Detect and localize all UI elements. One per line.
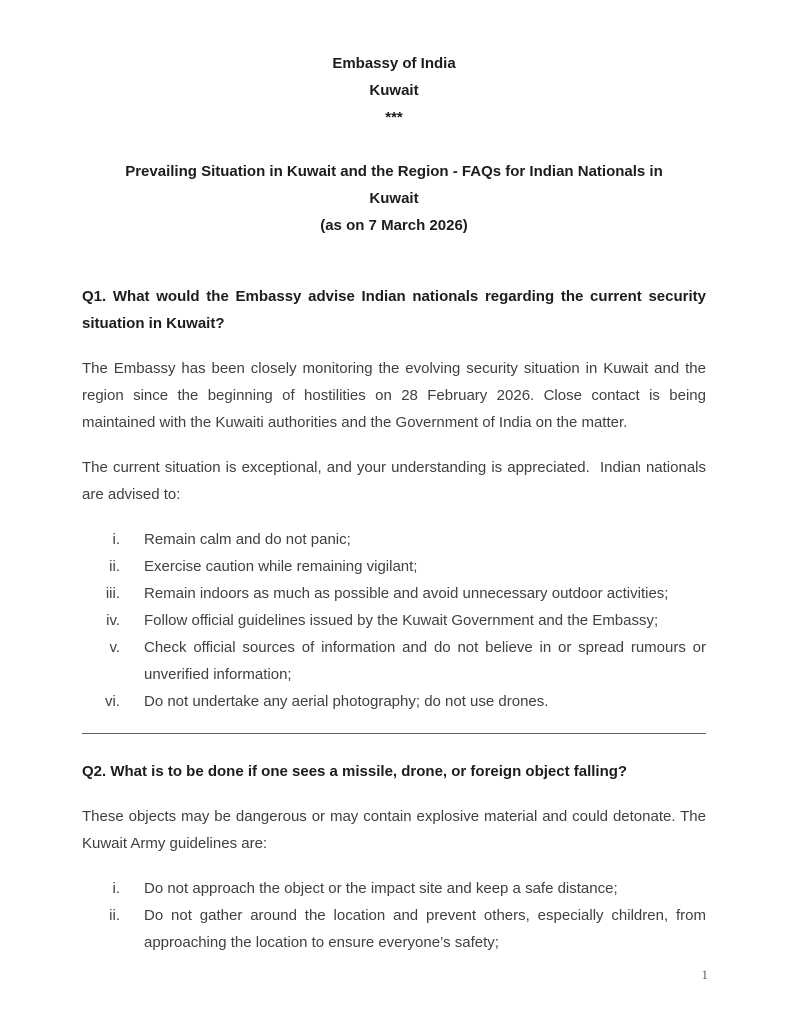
list-item-text: Do not approach the object or the impact site and keep a safe distance;	[144, 880, 618, 897]
paragraph: The Embassy has been closely monitoring the evolving security situation in Kuwait and the region since the beginning of hostilities on 28 February 2026. Close contact is being maintained with the Kuwaiti authorities and the Government of India on the matter.	[82, 360, 706, 431]
list-marker: i.	[112, 531, 120, 548]
header-location: Kuwait	[369, 82, 419, 99]
list-item	[82, 634, 706, 688]
list-marker: v.	[109, 639, 120, 656]
list-marker: iv.	[106, 612, 120, 629]
list-item-text: Follow official guidelines issued by the Kuwait Government and the Embassy;	[144, 612, 659, 629]
page-number: 1	[701, 967, 708, 982]
question-heading-q2: Q2. What is to be done if one sees a missile, drone, or foreign object falling?	[82, 763, 628, 780]
list-item	[82, 875, 706, 902]
document-title	[82, 158, 706, 239]
list-item	[82, 688, 706, 715]
roman-numeral-list	[82, 526, 706, 715]
list-marker: ii.	[109, 907, 120, 924]
list-marker: i.	[112, 880, 120, 897]
faq-section-q1	[82, 283, 706, 715]
list-marker: iii.	[105, 585, 120, 602]
list-item-text: Remain calm and do not panic;	[144, 531, 351, 548]
list-item	[82, 553, 706, 580]
list-item-text: Do not gather around the location and prevent others, especially children, from approaching the location to ensure everyone’s safety;	[144, 907, 706, 951]
paragraph: These objects may be dangerous or may contain explosive material and could detonate. The Kuwait Army guidelines are:	[82, 808, 706, 852]
section-divider	[82, 733, 706, 734]
list-item-text: Do not undertake any aerial photography; do not use drones.	[144, 693, 549, 710]
list-item-text: Exercise caution while remaining vigilant;	[144, 558, 418, 575]
title-date-line: (as on 7 March 2026)	[320, 217, 468, 234]
header-separator: ***	[385, 109, 403, 126]
list-item	[82, 526, 706, 553]
title-line-2: Kuwait	[369, 190, 419, 207]
paragraph: The current situation is exceptional, and your understanding is appreciated. Indian nationals are advised to:	[82, 459, 706, 503]
header-org: Embassy of India	[332, 55, 456, 72]
list-item-text: Check official sources of information and do not believe in or spread rumours or unverified information;	[144, 639, 706, 683]
roman-numeral-list	[82, 875, 706, 956]
list-item-text: Remain indoors as much as possible and avoid unnecessary outdoor activities;	[144, 585, 669, 602]
document-header	[82, 50, 706, 131]
question-heading-q1: Q1. What would the Embassy advise Indian nationals regarding the current security situation in Kuwait?	[82, 288, 706, 332]
faq-section-q2	[82, 758, 706, 956]
title-line-1: Prevailing Situation in Kuwait and the Region - FAQs for Indian Nationals in	[125, 163, 663, 180]
list-item	[82, 902, 706, 956]
list-item	[82, 580, 706, 607]
list-marker: vi.	[105, 693, 120, 710]
list-item	[82, 607, 706, 634]
list-marker: ii.	[109, 558, 120, 575]
